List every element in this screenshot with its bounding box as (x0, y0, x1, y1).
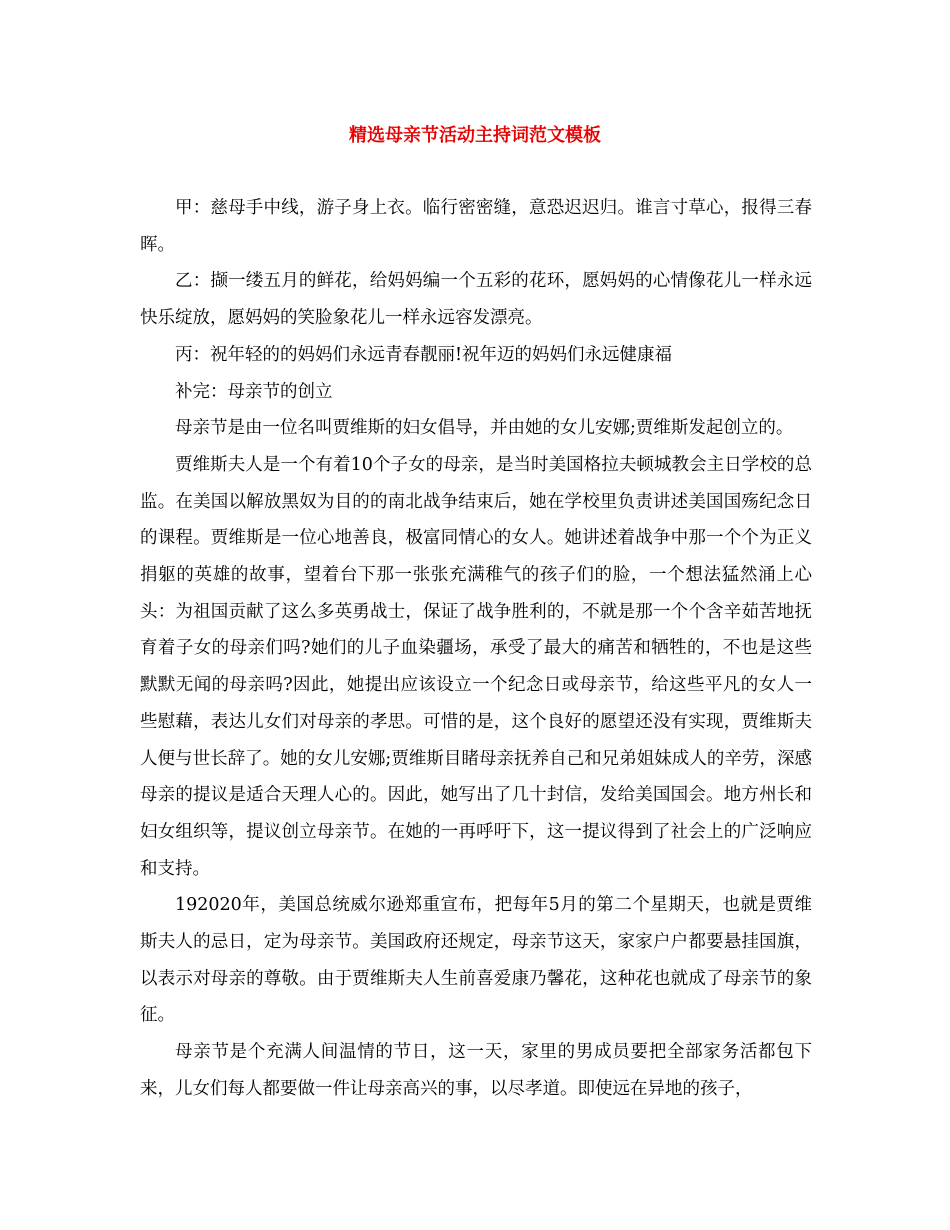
paragraph: 补完：母亲节的创立 (175, 381, 333, 402)
paragraph: 贾维斯夫人是一个有着10个子女的母亲，是当时美国格拉夫顿城教会主日学校的总监。在美国以解放黑奴为目的的南北战争结束后，她在学校里负责讲述美国国殇纪念日的课程。贾维斯是一位心地善良，极富同情心的女人。她讲述着战争中那一个个为正义捐躯的英雄的故事，望着台下那一张张充满稚气的孩子们的脸，一个想法猛然涌上心头：为祖国贡献了这么多英勇战士，保证了战争胜利的，不就是那一个个含辛茹苦地抚育着子女的母亲们吗?她们的儿子血染疆场，承受了最大的痛苦和牺牲的，不也是这些默默无闻的母亲吗?因此，她提出应该设立一个纪念日或母亲节，给这些平凡的女人一些慰藉，表达儿女们对母亲的孝思。可惜的是，这个良好的愿望还没有实现，贾维斯夫人便与世长辞了。她的女儿安娜;贾维斯目睹母亲抚养自己和兄弟姐妹成人的辛劳，深感母亲的提议是适合天理人心的。因此，她写出了几十封信，发给美国国会。地方州长和妇女组织等，提议创立母亲节。在她的一再呼吁下，这一提议得到了社会上的广泛响应和支持。 (140, 454, 812, 879)
paragraph: 丙：祝年轻的的妈妈们永远青春靓丽!祝年迈的妈妈们永远健康福 (175, 344, 673, 365)
paragraph: 乙：撷一缕五月的鲜花，给妈妈编一个五彩的花环，愿妈妈的心情像花儿一样永远快乐绽放，愿妈妈的笑脸象花儿一样永远容发漂亮。 (140, 271, 812, 329)
paragraph: 母亲节是由一位名叫贾维斯的妇女倡导，并由她的女儿安娜;贾维斯发起创立的。 (175, 418, 794, 439)
paragraph: 192020年，美国总统威尔逊郑重宣布，把每年5月的第二个星期天，也就是贾维斯夫人的忌日，定为母亲节。美国政府还规定，母亲节这天，家家户户都要悬挂国旗，以表示对母亲的尊敬。由于贾维斯夫人生前喜爱康乃馨花，这种花也就成了母亲节的象征。 (140, 895, 812, 1026)
paragraph: 甲：慈母手中线，游子身上衣。临行密密缝，意恐迟迟归。谁言寸草心，报得三春晖。 (140, 198, 812, 255)
document-body (140, 190, 812, 1108)
document-title: 精选母亲节活动主持词范文模板 (349, 125, 601, 146)
paragraph: 母亲节是个充满人间温情的节日，这一天，家里的男成员要把全部家务活都包下来，儿女们每人都要做一件让母亲高兴的事，以尽孝道。即使远在异地的孩子， (140, 1042, 812, 1099)
